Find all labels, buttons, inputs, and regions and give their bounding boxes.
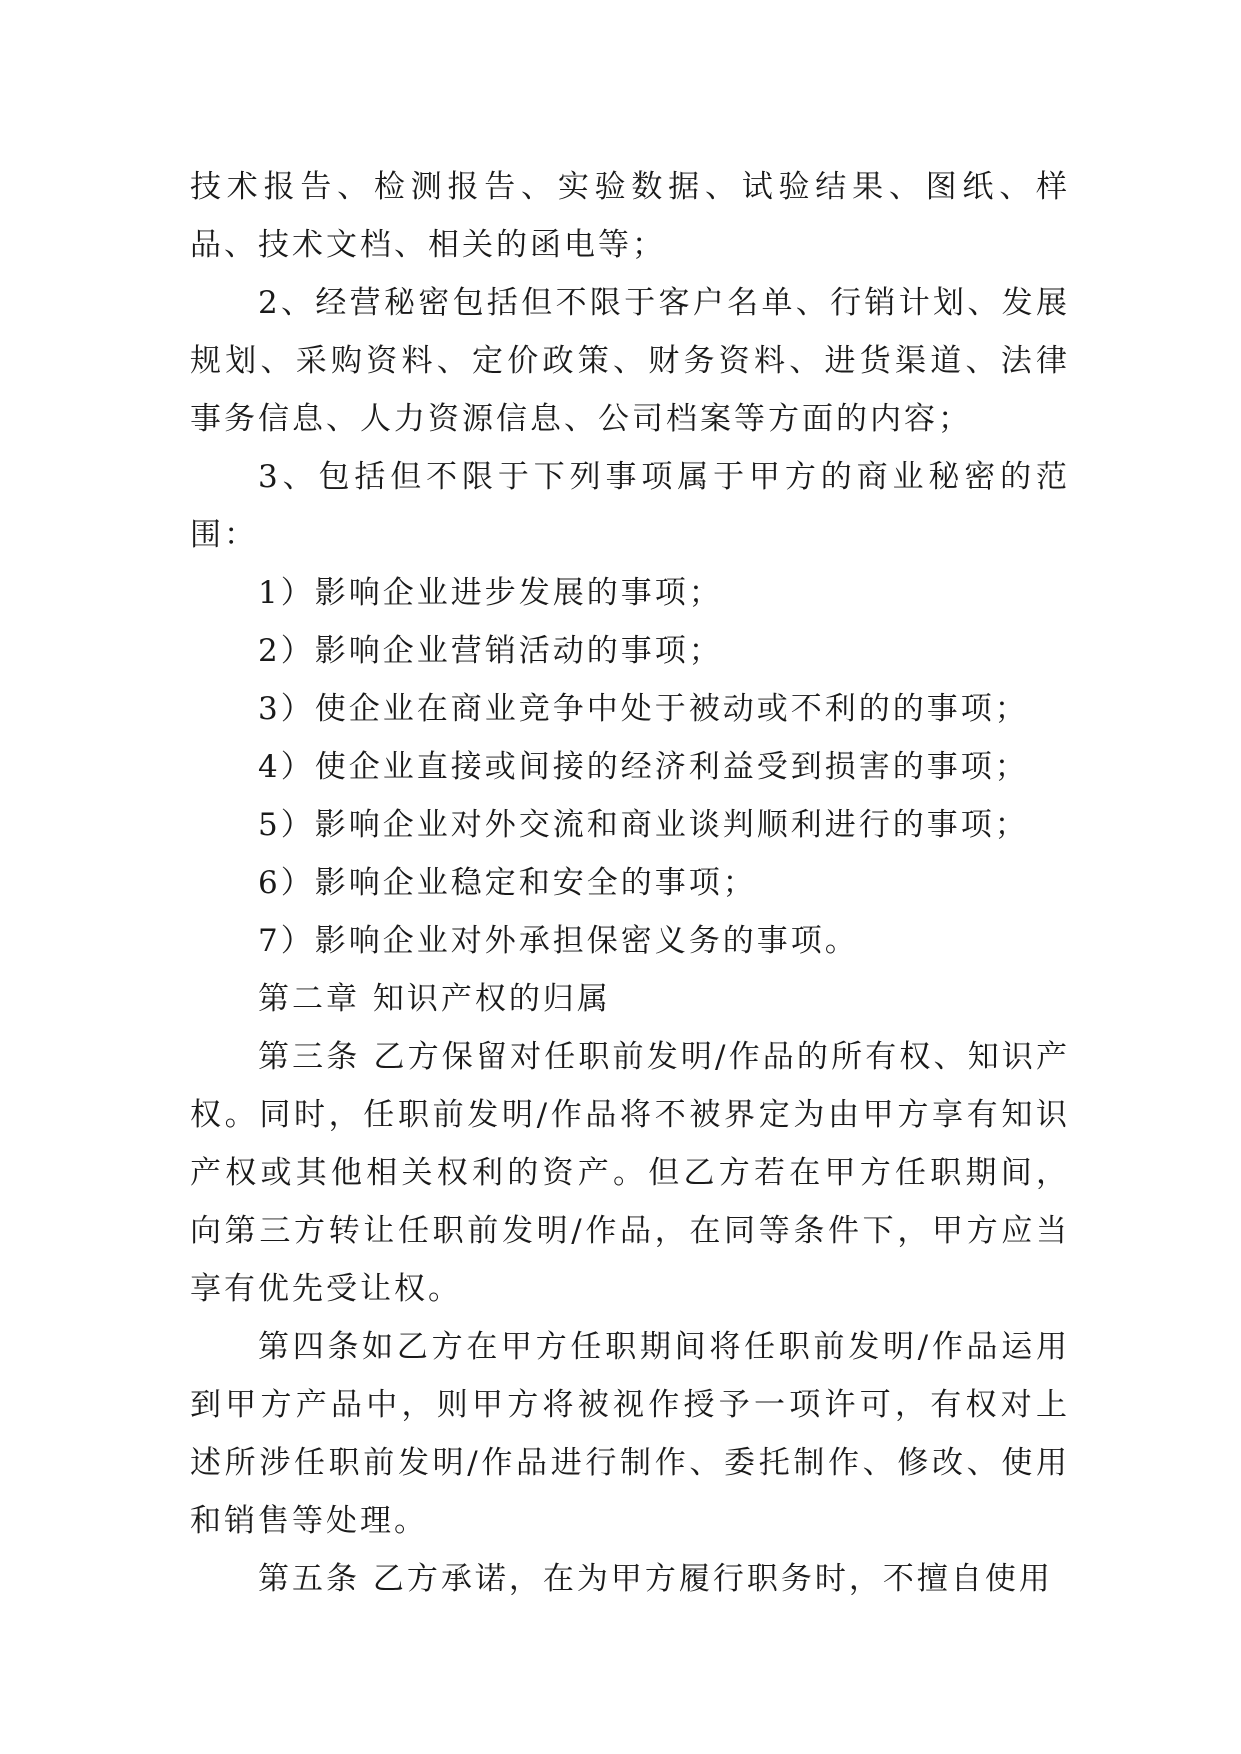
list-item: 5）影响企业对外交流和商业谈判顺利进行的事项； (258, 807, 1029, 843)
paragraph-secret-scope: 3、包括但不限于下列事项属于甲方的商业秘密的范围： (190, 459, 1070, 553)
list-item: 7）影响企业对外承担保密义务的事项。 (258, 923, 859, 959)
list-item: 2）影响企业营销活动的事项； (258, 633, 723, 669)
list-item: 6）影响企业稳定和安全的事项； (258, 865, 757, 901)
paragraph-business-secrets: 2、经营秘密包括但不限于客户名单、行销计划、发展规划、采购资料、定价政策、财务资料、进货渠道、法律事务信息、人力资源信息、公司档案等方面的内容； (190, 285, 1070, 437)
article-three: 第三条 乙方保留对任职前发明/作品的所有权、知识产权。同时，任职前发明/作品将不被界定为由甲方享有知识产权或其他相关权利的资产。但乙方若在甲方任职期间，向第三方转让任职前发明/作品，在同等条件下，甲方应当享有优先受让权。 (190, 1039, 1070, 1307)
list-item: 4）使企业直接或间接的经济利益受到损害的事项； (258, 749, 1029, 785)
document-body (190, 158, 1070, 1608)
paragraph-tech-docs: 技术报告、检测报告、实验数据、试验结果、图纸、样品、技术文档、相关的函电等； (190, 169, 1070, 263)
chapter-heading: 第二章 知识产权的归属 (258, 981, 611, 1017)
list-item: 1）影响企业进步发展的事项； (258, 575, 723, 611)
article-four: 第四条如乙方在甲方任职期间将任职前发明/作品运用到甲方产品中，则甲方将被视作授予一项许可，有权对上述所涉任职前发明/作品进行制作、委托制作、修改、使用和销售等处理。 (190, 1329, 1070, 1539)
article-five: 第五条 乙方承诺，在为甲方履行职务时，不擅自使用 (258, 1561, 1053, 1597)
list-item: 3）使企业在商业竞争中处于被动或不利的的事项； (258, 691, 1029, 727)
